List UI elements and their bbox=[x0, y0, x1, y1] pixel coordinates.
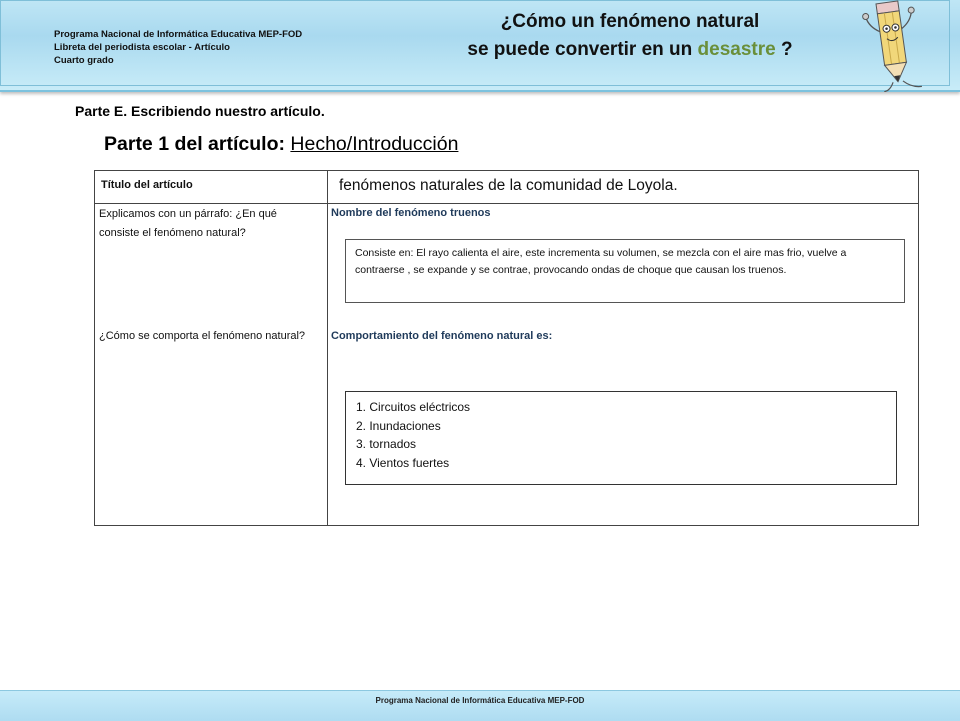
grade-level: Cuarto grado bbox=[54, 55, 114, 66]
table-row-divider bbox=[95, 203, 918, 204]
part-1-topic: Hecho/Introducción bbox=[290, 133, 459, 155]
section-heading-part-e: Parte E. Escribiendo nuestro artículo. bbox=[75, 103, 325, 119]
footer-banner bbox=[0, 690, 960, 721]
title-line-2-prefix: se puede convertir en un bbox=[467, 39, 698, 60]
header-banner bbox=[0, 0, 960, 92]
behavior-list-box bbox=[345, 391, 897, 485]
part-1-label: Parte 1 del artículo: bbox=[104, 133, 291, 155]
article-title-label: Título del artículo bbox=[101, 179, 193, 191]
section-heading-part-1 bbox=[104, 133, 458, 156]
question-behavior: ¿Cómo se comporta el fenómeno natural? bbox=[99, 330, 306, 342]
behavior-label: Comportamiento del fenómeno natural es: bbox=[331, 330, 553, 342]
title-accent-word: desastre bbox=[697, 39, 776, 60]
article-table bbox=[94, 170, 919, 526]
phenomenon-description-box: Consiste en: El rayo calienta el aire, este incrementa su volumen, se mezcla con el aire mas frio, vuelve a contraerse , se expande y se contrae, provocando ondas de choque que causan los truenos. bbox=[345, 239, 905, 303]
article-title-value: fenómenos naturales de la comunidad de Loyola. bbox=[339, 177, 678, 194]
pencil-character-icon bbox=[858, 0, 928, 92]
title-line-2-suffix: ? bbox=[775, 39, 793, 60]
list-item: 3. tornados bbox=[356, 437, 417, 451]
footer-text: Programa Nacional de Informática Educativa MEP-FOD bbox=[375, 696, 585, 705]
title-line-1: ¿Cómo un fenómeno natural bbox=[500, 11, 760, 32]
phenomenon-name-label: Nombre del fenómeno truenos bbox=[331, 207, 491, 219]
page-title bbox=[420, 8, 840, 64]
org-name: Programa Nacional de Informática Educativa MEP-FOD bbox=[54, 29, 303, 40]
notebook-name: Libreta del periodista escolar - Artículo bbox=[54, 42, 230, 53]
list-item: 2. Inundaciones bbox=[356, 418, 441, 433]
question-what-is: Explicamos con un párrafo: ¿En qué consiste el fenómeno natural? bbox=[99, 208, 277, 239]
title-line-2 bbox=[420, 36, 840, 64]
list-item: 1. Circuitos eléctricos bbox=[356, 400, 471, 414]
table-column-divider bbox=[327, 171, 328, 525]
list-item: 4. Vientos fuertes bbox=[356, 455, 450, 470]
